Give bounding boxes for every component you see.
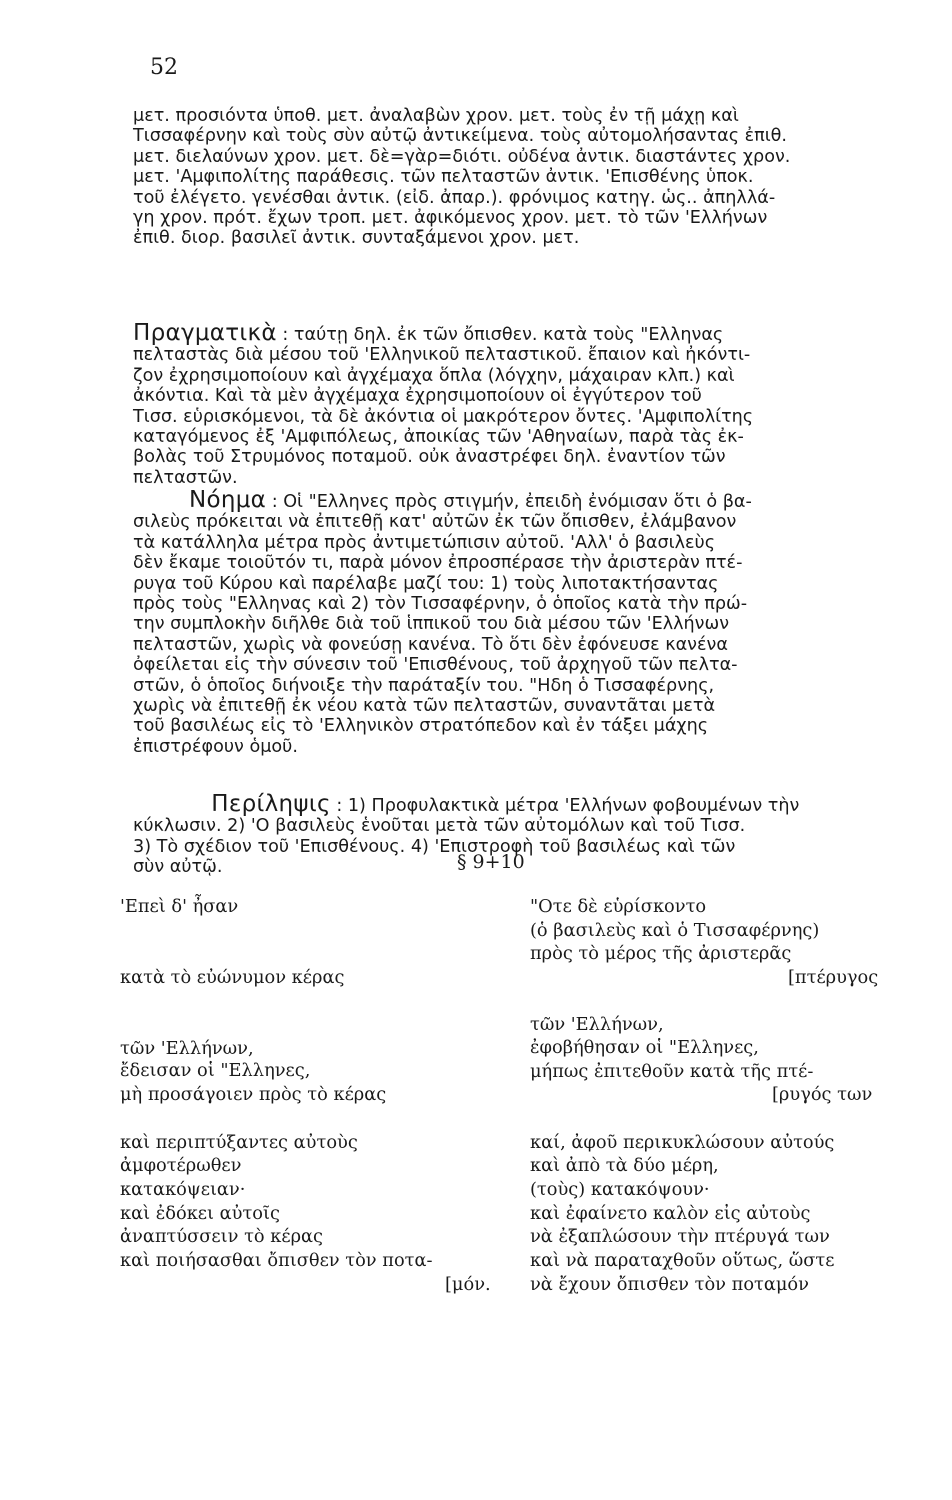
text-line: ὀφείλεται εἰς τὴν σύνεσιν τοῦ 'Επισθένους, τοῦ ἀρχηγοῦ τῶν πελτα- [133, 655, 738, 676]
translation-line: (τοὺς) κατακόψουν· [530, 1179, 710, 1200]
section-heading: Πραγματικὰ [133, 320, 277, 346]
text-line: σιλεὺς πρόκειται νὰ ἐπιτεθῇ κατ' αὐτῶν ἐκ τῶν ὄπισθεν, ἐλάμβανον [133, 512, 737, 533]
greek-line: μὴ προσάγοιεν πρὸς τὸ κέρας [120, 1084, 387, 1105]
translation-line: "Οτε δὲ εὑρίσκοντο [530, 896, 707, 917]
translation-line: ἐφοβήθησαν οἱ "Ελληνες, [530, 1037, 759, 1058]
text-line: μετ. προσιόντα ὑποθ. μετ. ἀναλαβὼν χρον. μετ. τοὺς ἐν τῇ μάχῃ καὶ [133, 106, 739, 126]
greek-line: ἀμφοτέρωθεν [120, 1155, 242, 1176]
text-line [133, 487, 938, 513]
translation-line: νὰ ἐξαπλώσουν τὴν πτέρυγά των [530, 1226, 830, 1247]
greek-line: 'Επεὶ δ' ἦσαν [120, 896, 239, 917]
text-line: ἐπιστρέφουν ὁμοῦ. [133, 736, 298, 757]
greek-line: τῶν 'Ελλήνων, [120, 1038, 254, 1059]
text-line: Τισσ. εὑρισκόμενοι, τὰ δὲ ἀκόντια οἱ μακρότερον ὄντες. 'Αμφιπολίτης [133, 406, 754, 427]
text-line: πρὸς τοὺς "Ελληνας καὶ 2) τὸν Τισσαφέρνην, ὁ ὁποῖος κατὰ τὴν πρώ- [133, 594, 748, 615]
text-line: καταγόμενος ἐξ 'Αμφιπόλεως, ἀποικίας τῶν 'Αθηναίων, παρὰ τὰς ἐκ- [133, 427, 744, 448]
translation-line: καὶ νὰ παραταχθοῦν οὕτως, ὥστε [530, 1250, 835, 1271]
translation-line: (ὁ βασιλεὺς καὶ ὁ Τισσαφέρνης) [530, 920, 820, 941]
text-line [133, 320, 938, 346]
text-line: Τισσαφέρνην καὶ τοὺς σὺν αὐτῷ ἀντικείμενα. τοὺς αὐτομολήσαντας ἐπιθ. [133, 126, 788, 147]
greek-line: κατακόψειαν· [120, 1179, 246, 1200]
translation-line: πρὸς τὸ μέρος τῆς ἀριστερᾶς [530, 943, 792, 964]
translation-line: τῶν 'Ελλήνων, [530, 1014, 664, 1035]
text-line-content: : 1) Προφυλακτικὰ μέτρα 'Ελλήνων φοβουμένων τὴν [336, 796, 800, 816]
text-line: στῶν, ὁ ὁποῖος διήνοιξε τὴν παράταξίν του. "Ηδη ὁ Τισσαφέρνης, [133, 675, 715, 696]
greek-line: καὶ ποιήσασθαι ὄπισθεν τὸν ποτα- [120, 1250, 433, 1271]
grammar-notes-paragraph [133, 106, 938, 249]
text-line: την συμπλοκὴν διῆλθε διὰ τοῦ ἱππικοῦ του διὰ μέσου τῶν 'Ελλήνων [133, 614, 730, 635]
greek-line: καὶ ἐδόκει αὐτοῖς [120, 1203, 280, 1224]
text-line: ρυγα τοῦ Κύρου καὶ παρέλαβε μαζί του: 1) τοὺς λιποτακτήσαντας [133, 573, 719, 594]
text-line-content: : ταύτῃ δηλ. ἐκ τῶν ὄπισθεν. κατὰ τοὺς "Ελληνας [282, 325, 724, 345]
text-line: μετ. 'Αμφιπολίτης παράθεσις. τῶν πελταστῶν ἀντικ. 'Επισθένης ὑποκ. [133, 167, 754, 188]
text-line: πελταστῶν, χωρὶς νὰ φονεύσῃ κανένα. Τὸ ὅτι δὲν ἐφόνευσε κανένα [133, 634, 728, 655]
greek-line: ἔδεισαν οἱ "Ελληνες, [120, 1060, 311, 1081]
greek-line: καὶ περιπτύξαντες αὐτοὺς [120, 1132, 358, 1153]
pragmatika-paragraph [133, 320, 938, 488]
translation-line: μήπως ἐπιτεθοῦν κατὰ τῆς πτέ- [530, 1061, 814, 1082]
text-line-content: : Οἱ "Ελληνες πρὸς στιγμήν, ἐπειδὴ ἐνόμισαν ὅτι ὁ βα- [271, 492, 752, 512]
text-line: 3) Τὸ σχέδιον τοῦ 'Επισθένους. 4) 'Επιστροφὴ τοῦ βασιλέως καὶ τῶν [133, 836, 736, 857]
text-line [133, 791, 938, 817]
text-line: χωρὶς νὰ ἐπιτεθῇ ἐκ νέου κατὰ τῶν πελταστῶν, συναντᾶται μετὰ [133, 696, 716, 717]
text-line: πελταστῶν. [133, 467, 238, 488]
greek-line: κατὰ τὸ εὐώνυμον κέρας [120, 967, 345, 988]
translation-line: [ρυγός των [772, 1084, 873, 1105]
text-line: κύκλωσιν. 2) 'Ο βασιλεὺς ἑνοῦται μετὰ τῶν αὐτομόλων καὶ τοῦ Τισσ. [133, 816, 746, 837]
section-heading: Νόημα [188, 487, 267, 513]
text-line: τὰ κατάλληλα μέτρα πρὸς ἀντιμετώπισιν αὐτοῦ. 'Αλλ' ὁ βασιλεὺς [133, 532, 716, 553]
greek-line: ἀναπτύσσειν τὸ κέρας [120, 1226, 324, 1247]
translation-line: [πτέρυγος [788, 967, 879, 988]
text-line: ἀκόντια. Καὶ τὰ μὲν ἀγχέμαχα ἐχρησιμοποίουν οἱ ἐγγύτερον τοῦ [133, 386, 702, 407]
greek-line: [μόν. [445, 1274, 491, 1295]
translation-line: νὰ ἔχουν ὄπισθεν τὸν ποταμόν [530, 1274, 809, 1295]
perilipsis-paragraph [133, 791, 938, 878]
text-line: τοῦ ἐλέγετο. γενέσθαι ἀντικ. (εἰδ. ἀπαρ.). φρόνιμος κατηγ. ὡς.. ἀπηλλά- [133, 187, 776, 208]
translation-line: καὶ ἐφαίνετο καλὸν εἰς αὐτοὺς [530, 1203, 811, 1224]
noima-paragraph [133, 487, 938, 757]
text-line: γη χρον. πρότ. ἔχων τροπ. μετ. ἀφικόμενος χρον. μετ. τὸ τῶν 'Ελλήνων [133, 208, 768, 229]
text-line: τοῦ βασιλέως εἰς τὸ 'Ελληνικὸν στρατόπεδον καὶ ἐν τάξει μάχης [133, 716, 709, 737]
text-line: δὲν ἔκαμε τοιοῦτόν τι, παρὰ μόνον ἐπροσπέρασε τὴν ἀριστερὰν πτέ- [133, 553, 743, 574]
text-line: μετ. διελαύνων χρον. μετ. δὲ=γὰρ=διότι. οὐδένα ἀντικ. διαστάντες χρον. [133, 146, 791, 167]
text-line: βολὰς τοῦ Στρυμόνος ποταμοῦ. οὐκ ἀναστρέφει δηλ. ἐναντίον τῶν [133, 447, 726, 468]
text-line: σὺν αὐτῷ. [133, 857, 223, 878]
text-line: ζον ἐχρησιμοποίουν καὶ ἀγχέμαχα ὅπλα (λόγχην, μάχαιραν κλπ.) καὶ [133, 365, 735, 386]
text-line: ἐπιθ. διορ. βασιλεῖ ἀντικ. συνταξάμενοι χρον. μετ. [133, 228, 580, 249]
translation-line: καὶ ἀπὸ τὰ δύο μέρη, [530, 1155, 719, 1176]
text-line: πελταστὰς διὰ μέσου τοῦ 'Ελληνικοῦ πελταστικοῦ. ἔπαιον καὶ ἠκόντι- [133, 345, 751, 366]
section-mark: § 9+10 [457, 851, 525, 873]
page-number: 52 [150, 55, 178, 80]
translation-line: καί, ἀφοῦ περικυκλώσουν αὐτούς [530, 1132, 835, 1153]
section-heading: Περίληψις [211, 791, 331, 817]
